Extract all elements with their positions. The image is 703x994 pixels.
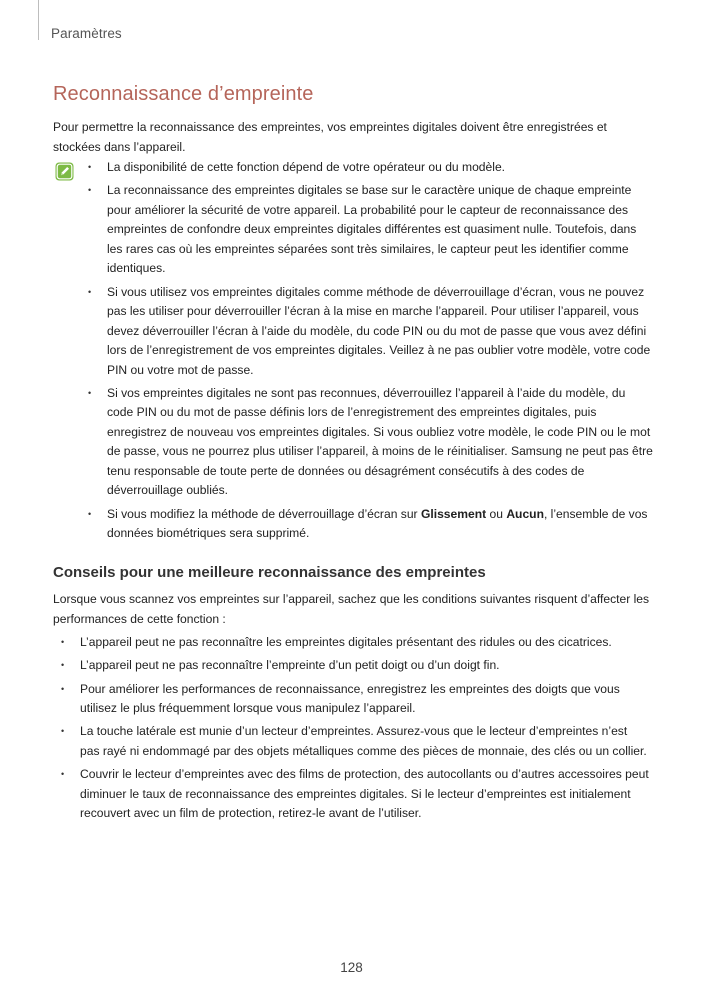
note-pencil-icon	[55, 162, 74, 181]
note-item	[85, 158, 653, 178]
bullet-icon: •	[88, 387, 92, 398]
note-item	[85, 181, 653, 279]
note-item-text: La disponibilité de cette fonction dépend de votre opérateur ou du modèle.	[107, 160, 506, 174]
note-item	[85, 505, 653, 544]
intro-paragraph: Pour permettre la reconnaissance des empreintes, vos empreintes digitales doivent être enregistrées et stockées dans l’appareil.	[53, 120, 607, 154]
page-title: Reconnaissance d’empreinte	[53, 83, 314, 105]
section-header: Paramètres	[51, 26, 122, 41]
option-aucun: Aucun	[506, 506, 544, 521]
tips-intro: Lorsque vous scannez vos empreintes sur l’appareil, sachez que les conditions suivantes risquent d’affecter les performances de cette fonction :	[53, 592, 650, 626]
bullet-icon: •	[61, 726, 65, 737]
tips-item-text: L’appareil peut ne pas reconnaître l’empreinte d’un petit doigt ou d’un doigt fin.	[80, 658, 500, 673]
tips-item-text: Couvrir le lecteur d’empreintes avec des films de protection, des autocollants ou d’autres accessoires peut diminuer le taux de reconnaissance des empreintes digitales. Si le lecteur d’empreintes est initialement recouvert avec un film de protection, retirez-le avant de l’utiliser.	[80, 767, 649, 821]
bullet-icon: •	[88, 185, 92, 196]
bullet-icon: •	[88, 162, 92, 172]
tips-list	[58, 633, 650, 827]
bullet-icon: •	[61, 769, 65, 780]
bullet-icon: •	[61, 637, 65, 647]
bullet-icon: •	[61, 660, 65, 671]
note-list	[85, 158, 653, 547]
tips-item	[58, 722, 650, 761]
tips-item	[58, 633, 650, 653]
tips-item-text: L’appareil peut ne pas reconnaître les empreintes digitales présentant des ridules ou des cicatrices.	[80, 635, 612, 649]
tips-item-text: La touche latérale est munie d’un lecteur d’empreintes. Assurez-vous que le lecteur d’empreintes n’est pas rayé ni endommagé par des objets métalliques comme des pièces de monnaie, des clés ou un collier.	[80, 724, 647, 758]
note-item-text: Si vous utilisez vos empreintes digitales comme méthode de déverrouillage d’écran, vous ne pouvez pas les utiliser pour déverrouiller l’écran à la mise en marche l’appareil. Pour utiliser l’appareil, vous devez déverrouiller l’écran à l’aide du modèle, du code PIN ou du mot de passe que vous avez défini lors de l’enregistrement de vos empreintes digitales. Veillez à ne pas oublier votre modèle, votre code PIN ou votre mot de passe.	[107, 284, 651, 377]
note-item	[85, 384, 653, 501]
page-number: 128	[340, 960, 363, 975]
note-item-text: Si vos empreintes digitales ne sont pas reconnues, déverrouillez l’appareil à l’aide du modèle, du code PIN ou du mot de passe définis lors de l’enregistrement des empreintes digitales, puis enregistrez de nouveau vos empreintes digitales. Si vous oubliez votre modèle, le code PIN ou le mot de passe, vous ne pourrez plus utiliser l’appareil, à moins de le réinitialiser. Samsung ne peut pas être tenu responsable de toute perte de données ou désagrément consécutifs à des codes de déverrouillage oubliés.	[107, 385, 653, 498]
tips-item-text: Pour améliorer les performances de reconnaissance, enregistrez les empreintes des doigts que vous utilisez le plus fréquemment lorsque vous manipulez l’appareil.	[80, 681, 620, 716]
note-item	[85, 283, 653, 381]
tips-item	[58, 656, 650, 676]
note-item-text: La reconnaissance des empreintes digitales se base sur le caractère unique de chaque empreinte pour améliorer la sécurité de votre appareil. La probabilité pour le capteur de reconnaissance des empreintes de confondre deux empreintes digitales différentes est quasiment nulle. Toutefois, dans les rares cas où les empreintes séparées sont très similaires, le capteur peut les identifier comme identiques.	[107, 183, 637, 276]
bullet-icon: •	[88, 508, 92, 519]
tips-heading: Conseils pour une meilleure reconnaissance des empreintes	[53, 564, 486, 581]
note-item-text: Si vous modifiez la méthode de déverrouillage d’écran sur Glissement ou Aucun, l’ensemble de vos données biométriques sera supprimé.	[107, 506, 648, 541]
option-glissement: Glissement	[420, 506, 487, 521]
tips-item	[58, 765, 650, 824]
tips-item	[58, 680, 650, 719]
page-edge-line	[38, 0, 39, 40]
bullet-icon: •	[88, 286, 92, 297]
bullet-icon: •	[61, 683, 65, 694]
